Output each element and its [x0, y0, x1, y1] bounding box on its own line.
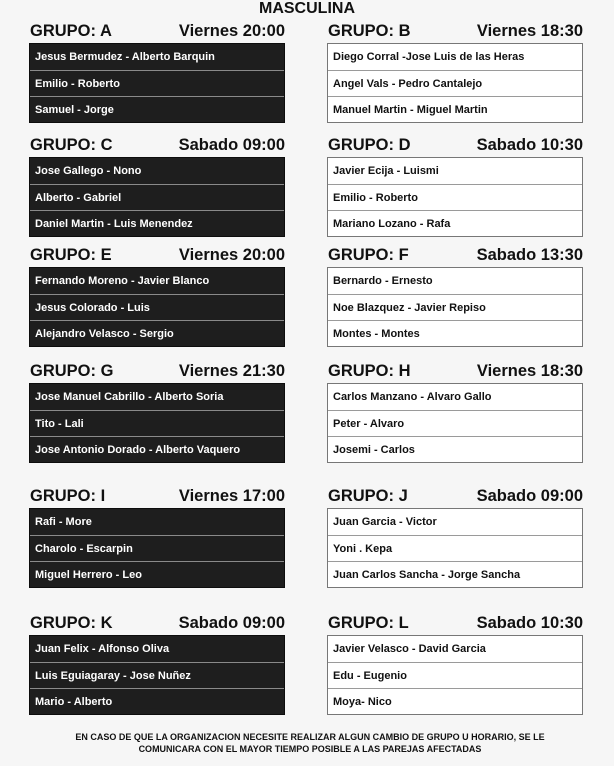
pair-row: Rafi - More — [35, 516, 92, 528]
footer-note — [30, 731, 590, 755]
pair-row: Tito - Lali — [30, 410, 284, 436]
footer-note-line1: EN CASO DE QUE LA ORGANIZACION NECESITE REALIZAR ALGUN CAMBIO DE GRUPO U HORARIO, SE LE — [75, 732, 545, 742]
group-g — [30, 359, 285, 463]
group-time: Viernes 17:00 — [178, 487, 285, 505]
group-time: Sabado 13:30 — [476, 246, 583, 264]
pairs-box — [29, 508, 285, 588]
pair-row: Alberto - Gabriel — [30, 184, 284, 210]
pair-row: Diego Corral -Jose Luis de las Heras — [333, 51, 525, 63]
pair-row: Peter - Alvaro — [328, 410, 582, 436]
group-a — [30, 19, 285, 123]
pairs-box — [327, 43, 583, 123]
group-time: Viernes 18:30 — [476, 362, 583, 380]
group-name: GRUPO: I — [30, 487, 106, 505]
pair-row: Jose Gallego - Nono — [35, 165, 142, 177]
group-e — [30, 243, 285, 347]
pair-row: Bernardo - Ernesto — [333, 275, 433, 287]
group-i — [30, 484, 285, 588]
group-name: GRUPO: D — [328, 136, 411, 154]
pairs-box — [29, 157, 285, 237]
pair-row: Juan Garcia - Victor — [333, 516, 437, 528]
pair-row: Luis Eguiagaray - Jose Nuñez — [30, 662, 284, 688]
pair-row: Emilio - Roberto — [328, 184, 582, 210]
group-name: GRUPO: G — [30, 362, 114, 380]
group-time: Sabado 10:30 — [476, 136, 583, 154]
pair-row: Mariano Lozano - Rafa — [328, 210, 582, 236]
group-f — [328, 243, 583, 347]
pair-row: Javier Ecija - Luismi — [333, 165, 439, 177]
group-name: GRUPO: K — [30, 614, 113, 632]
group-name: GRUPO: L — [328, 614, 409, 632]
pair-row: Jesus Colorado - Luis — [30, 294, 284, 320]
group-d — [328, 133, 583, 237]
pair-row: Juan Felix - Alfonso Oliva — [35, 643, 170, 655]
group-b — [328, 19, 583, 123]
group-name: GRUPO: E — [30, 246, 112, 264]
group-name: GRUPO: F — [328, 246, 409, 264]
pairs-box — [29, 383, 285, 463]
group-name: GRUPO: H — [328, 362, 411, 380]
pair-row: Jose Antonio Dorado - Alberto Vaquero — [30, 436, 284, 462]
group-time: Viernes 21:30 — [178, 362, 285, 380]
group-time: Sabado 10:30 — [476, 614, 583, 632]
group-c — [30, 133, 285, 237]
pair-row: Angel Vals - Pedro Cantalejo — [328, 70, 582, 96]
group-name: GRUPO: A — [30, 22, 112, 40]
pair-row: Fernando Moreno - Javier Blanco — [35, 275, 210, 287]
pair-row: Jesus Bermudez - Alberto Barquin — [35, 51, 215, 63]
pair-row: Josemi - Carlos — [328, 436, 582, 462]
pairs-box — [29, 267, 285, 347]
group-j — [328, 484, 583, 588]
pair-row: Miguel Herrero - Leo — [30, 561, 284, 587]
pair-row: Juan Carlos Sancha - Jorge Sancha — [328, 561, 582, 587]
group-time: Sabado 09:00 — [178, 136, 285, 154]
pair-row: Charolo - Escarpin — [30, 535, 284, 561]
group-l — [328, 611, 583, 715]
pair-row: Emilio - Roberto — [30, 70, 284, 96]
group-k — [30, 611, 285, 715]
pairs-box — [327, 508, 583, 588]
pair-row: Jose Manuel Cabrillo - Alberto Soria — [35, 391, 224, 403]
pairs-box — [327, 635, 583, 715]
page-title: MASCULINA — [259, 0, 355, 17]
pair-row: Mario - Alberto — [30, 688, 284, 714]
pair-row: Alejandro Velasco - Sergio — [30, 320, 284, 346]
group-name: GRUPO: J — [328, 487, 408, 505]
pair-row: Carlos Manzano - Alvaro Gallo — [333, 391, 492, 403]
pairs-box — [327, 267, 583, 347]
pairs-box — [327, 383, 583, 463]
group-time: Viernes 20:00 — [178, 246, 285, 264]
pair-row: Daniel Martin - Luis Menendez — [30, 210, 284, 236]
pairs-box — [327, 157, 583, 237]
group-time: Viernes 18:30 — [476, 22, 583, 40]
group-time: Viernes 20:00 — [178, 22, 285, 40]
group-time: Sabado 09:00 — [178, 614, 285, 632]
group-name: GRUPO: C — [30, 136, 113, 154]
footer-note-line2: COMUNICARA CON EL MAYOR TIEMPO POSIBLE A LAS PAREJAS AFECTADAS — [138, 744, 482, 754]
pair-row: Manuel Martin - Miguel Martin — [328, 96, 582, 122]
pair-row: Yoni . Kepa — [328, 535, 582, 561]
pair-row: Samuel - Jorge — [30, 96, 284, 122]
pairs-box — [29, 635, 285, 715]
pair-row: Moya- Nico — [328, 688, 582, 714]
pairs-box — [29, 43, 285, 123]
pair-row: Javier Velasco - David Garcia — [333, 643, 486, 655]
group-time: Sabado 09:00 — [476, 487, 583, 505]
pair-row: Montes - Montes — [328, 320, 582, 346]
pair-row: Noe Blazquez - Javier Repiso — [328, 294, 582, 320]
group-h — [328, 359, 583, 463]
group-name: GRUPO: B — [328, 22, 411, 40]
pair-row: Edu - Eugenio — [328, 662, 582, 688]
